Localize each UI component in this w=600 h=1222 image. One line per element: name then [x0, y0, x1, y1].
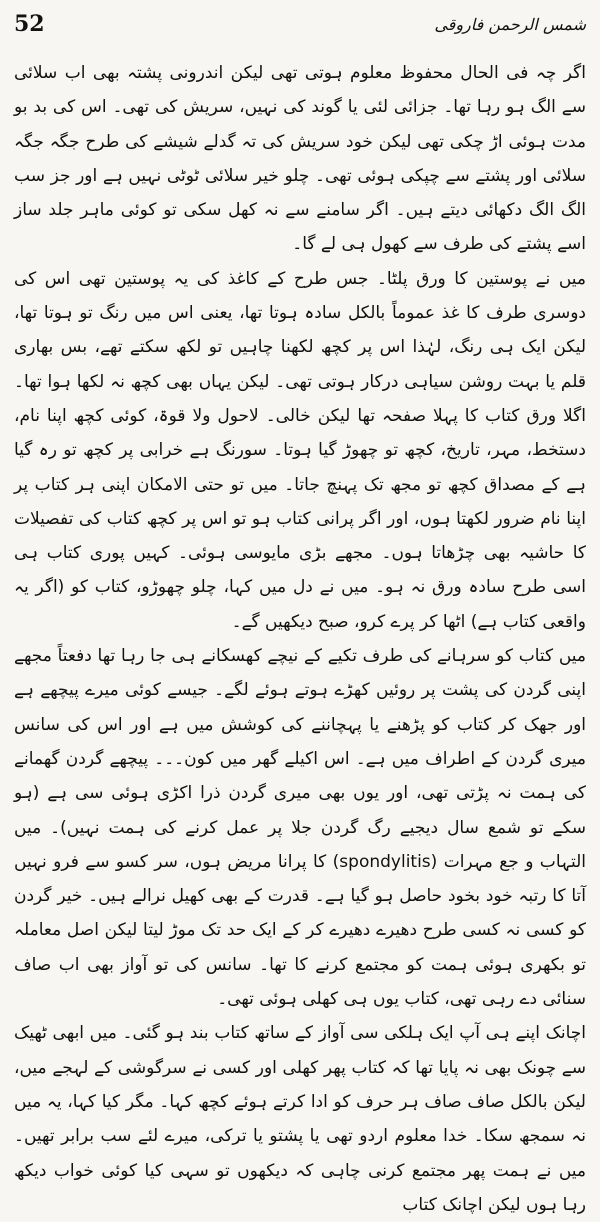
- paragraph: میں نے پوستین کا ورق پلٹا۔ جس طرح کے کاغذ کی یہ پوستین تھی اس کی دوسری طرف کا غذ عموماً بالکل سادہ ہوتا تھا، یعنی اس میں رنگ تو ہوتا تھا، لیکن ایک ہی رنگ، لہٰذا اس پر کچھ لکھنا چاہیں تو لکھ سکتے تھے، بس بھاری قلم یا بہت روشن سیاہی درکار ہوتی تھی۔ لیکن یہاں بھی کچھ نہ لکھا ہوا تھا۔ اگلا ورق کتاب کا پہلا صفحہ تھا لیکن خالی۔ لاحول ولا قوۃ، کوئی کچھ اپنا نام، دستخط، مہر، تاریخ، کچھ تو چھوڑ گیا ہوتا۔ سورنگ ہے خرابی پر کچھ تو رہ گیا ہے کے مصداق کچھ تو مجھ تک پہنچ جاتا۔ میں تو حتی الامکان اپنی ہر کتاب پر اپنا نام ضرور لکھتا ہوں، اور اگر پرانی کتاب ہو تو اس پر کچھ کتاب کی تفصیلات کا حاشیہ بھی چڑھاتا ہوں۔ مجھے بڑی مایوسی ہوئی۔ کہیں پوری کتاب ہی اسی طرح سادہ ورق نہ ہو۔ میں نے دل میں کہا، چلو چھوڑو، کتاب کو (اگر یہ واقعی کتاب ہے) اٹھا کر پرے کرو، صبح دیکھیں گے۔: [14, 268, 586, 632]
- page-header: [14, 6, 586, 42]
- page-body: [14, 56, 586, 1222]
- paragraph: اچانک اپنے ہی آپ ایک ہلکی سی آواز کے ساتھ کتاب بند ہو گئی۔ میں ابھی ٹھیک سے چونک بھی نہ پایا تھا کہ کتاب پھر کھلی اور کسی نے سرگوشی کے لہجے میں، لیکن بالکل صاف صاف ہر حرف کو ادا کرتے ہوئے کچھ کہا۔ مگر کیا کہا، یہ میں نہ سمجھ سکا۔ خدا معلوم اردو تھی یا پشتو یا ترکی، میرے لئے سب برابر تھیں۔ میں نے ہمت پھر مجتمع کرنی چاہی کہ دیکھوں تو سہی کیا کوئی خواب دیکھ رہا ہوں لیکن اچانک کتاب: [14, 1023, 586, 1215]
- running-title: شمس الرحمن فاروقی: [434, 14, 586, 34]
- page-number: 52: [14, 11, 45, 37]
- paragraph: میں کتاب کو سرہانے کی طرف تکیے کے نیچے کھسکانے ہی جا رہا تھا دفعتاً مجھے اپنی گردن کی پشت پر روئیں کھڑے ہوتے ہوئے لگے۔ جیسے کوئی میرے پیچھے ہے اور جھک کر کتاب کو پڑھنے یا پہچاننے کی کوشش میں ہے اور اس کی سانس میری گردن کے اطراف میں ہے۔ اس اکیلے گھر میں کون۔۔۔ پیچھے گردن گھمانے کی ہمت نہ پڑتی تھی، اور یوں بھی میری گردن ذرا اکڑی ہوئی سی ہے (ہو سکے تو شمع سال دیجیے رگ گردن جلا پر عمل کرنے کی ہمت نہیں)۔ میں التہاب و جع مہرات (spondylitis) کا پرانا مریض ہوں، سر کسو سے فرو نہیں آتا کا رتبہ خود بخود حاصل ہو گیا ہے۔ قدرت کے بھی کھیل نرالے ہیں۔ خیر گردن کو کسی نہ کسی طرح دھیرے دھیرے کر کے ایک حد تک موڑ لیتا لیکن اصل معاملہ تو بکھری ہوئی ہمت کو مجتمع کرنے کا تھا۔ سانس کی تو آواز بھی اب صاف سنائی دے رہی تھی، کتاب یوں ہی کھلی ہوئی تھی۔: [14, 646, 586, 1010]
- paragraph: اگر چہ فی الحال محفوظ معلوم ہوتی تھی لیکن اندرونی پشتہ بھی اب سلائی سے الگ ہو رہا تھا۔ جزائی لئی یا گوند کی نہیں، سریش کی تھی۔ اس کی بد بو مدت ہوئی اڑ چکی تھی لیکن خود سریش کی تہ گدلے شیشے کی طرح جگہ جگہ سلائی اور پشتے سے چپکی ہوئی تھی۔ چلو خیر سلائی ٹوٹی نہیں ہے اور جز سب الگ الگ دکھائی دیتے ہیں۔ اگر سامنے سے نہ کھل سکی تو کوئی ماہر جلد ساز اسے پشتے کی طرف سے کھول ہی لے گا۔: [14, 63, 586, 255]
